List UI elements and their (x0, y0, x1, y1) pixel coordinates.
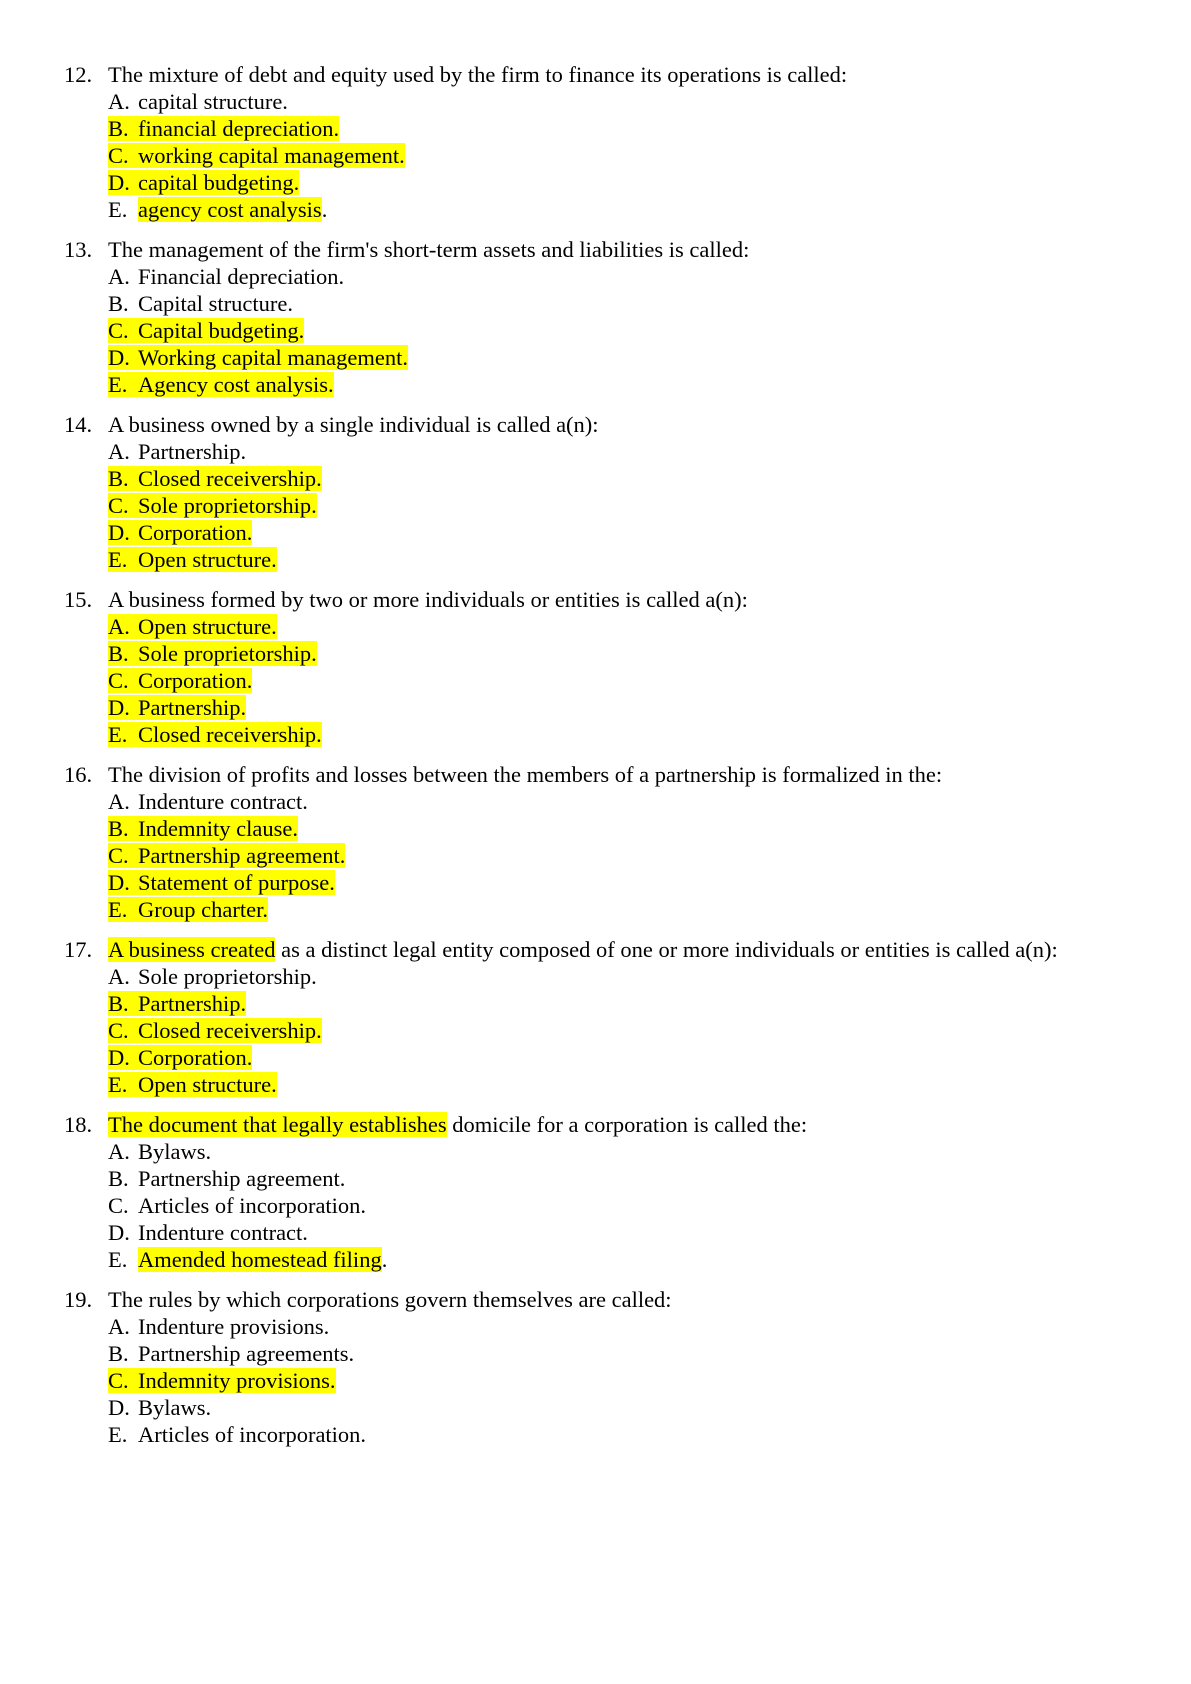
option-letter: B. (108, 1341, 129, 1366)
answer-option (108, 721, 1191, 748)
option-letter: E. (108, 1072, 128, 1097)
question-stem (108, 61, 1108, 88)
option-text-highlighted: Sole proprietorship. (138, 493, 317, 518)
option-letter: A. (108, 614, 130, 639)
highlighted-option (108, 870, 335, 895)
option-letter: D. (108, 345, 130, 370)
option-letter: D. (108, 520, 130, 545)
answer-option (108, 1165, 1191, 1192)
option-text-highlighted: Closed receivership. (138, 1018, 322, 1043)
option-text: . (321, 197, 328, 222)
answer-options (108, 613, 1191, 748)
highlighted-option (108, 843, 345, 868)
option-body (108, 1220, 138, 1245)
option-letter: C. (108, 1368, 129, 1393)
highlighted-option (108, 318, 304, 343)
answer-option (108, 963, 1191, 990)
highlighted-option (108, 641, 317, 666)
option-text: Indenture provisions. (138, 1314, 330, 1339)
option-body (108, 789, 138, 814)
question-stem (108, 936, 1108, 963)
option-text-highlighted: financial depreciation. (138, 116, 340, 141)
question-number: 12. (64, 62, 93, 87)
answer-option (108, 1138, 1191, 1165)
option-text-highlighted: agency cost analysis (138, 197, 322, 222)
option-letter: A. (108, 89, 130, 114)
option-letter: B. (108, 291, 129, 316)
option-body (108, 1193, 138, 1218)
answer-option (108, 438, 1191, 465)
option-letter: D. (108, 870, 130, 895)
answer-options (108, 438, 1191, 573)
highlighted-option (108, 722, 322, 747)
answer-option (108, 492, 1191, 519)
option-text-highlighted: Closed receivership. (138, 466, 322, 491)
question-12 (0, 61, 1191, 223)
answer-option (108, 263, 1191, 290)
option-letter: C. (108, 143, 129, 168)
option-body (108, 264, 138, 289)
option-body (108, 1341, 138, 1366)
answer-option (108, 788, 1191, 815)
option-text: Financial depreciation. (138, 264, 345, 289)
option-text-highlighted: Group charter. (138, 897, 268, 922)
answer-option (108, 115, 1191, 142)
highlighted-option (108, 372, 334, 397)
option-letter: A. (108, 964, 130, 989)
question-stem (108, 761, 1108, 788)
answer-option (108, 694, 1191, 721)
option-text-highlighted: Open structure. (138, 547, 277, 572)
question-number: 14. (64, 412, 93, 437)
answer-option (108, 519, 1191, 546)
stem-highlight: The document that legally establishes (108, 1112, 447, 1137)
answer-option (108, 465, 1191, 492)
answer-option (108, 1340, 1191, 1367)
option-letter: D. (108, 1045, 130, 1070)
option-text-highlighted: Indemnity clause. (138, 816, 298, 841)
question-stem (108, 236, 1108, 263)
stem-text: A business owned by a single individual is called a(n): (108, 412, 599, 437)
option-letter: B. (108, 641, 129, 666)
answer-options (108, 1138, 1191, 1273)
highlighted-option (108, 668, 252, 693)
option-text-highlighted: Capital budgeting. (138, 318, 305, 343)
option-letter: B. (108, 991, 129, 1016)
option-text-highlighted: Corporation. (138, 1045, 253, 1070)
option-text: capital structure. (138, 89, 288, 114)
answer-option (108, 990, 1191, 1017)
question-stem (108, 586, 1108, 613)
question-stem (108, 1286, 1108, 1313)
question-15 (0, 586, 1191, 748)
highlighted-option (108, 897, 268, 922)
answer-options (108, 88, 1191, 223)
answer-option (108, 196, 1191, 223)
highlighted-option (108, 466, 322, 491)
answer-option (108, 1219, 1191, 1246)
option-letter: E. (108, 1422, 128, 1447)
answer-option (108, 1071, 1191, 1098)
option-letter: B. (108, 466, 129, 491)
answer-options (108, 963, 1191, 1098)
highlighted-option (108, 1368, 336, 1393)
highlighted-option (108, 1072, 277, 1097)
option-text: Partnership agreements. (138, 1341, 355, 1366)
option-text-highlighted: Partnership. (138, 991, 247, 1016)
option-letter: C. (108, 493, 129, 518)
question-number: 15. (64, 587, 93, 612)
option-letter: E. (108, 722, 128, 747)
option-text-highlighted: working capital management. (138, 143, 405, 168)
option-letter: E. (108, 547, 128, 572)
option-text-highlighted: Partnership agreement. (138, 843, 346, 868)
question-19 (0, 1286, 1191, 1448)
highlighted-option (108, 345, 408, 370)
highlighted-option (108, 614, 277, 639)
answer-option (108, 371, 1191, 398)
option-letter: B. (108, 1166, 129, 1191)
question-list (0, 61, 1191, 1448)
option-text: Indenture contract. (138, 1220, 308, 1245)
option-body (108, 197, 322, 222)
question-stem (108, 411, 1108, 438)
answer-option (108, 290, 1191, 317)
option-letter: D. (108, 1220, 130, 1245)
option-body (108, 1247, 382, 1272)
answer-option (108, 169, 1191, 196)
option-letter: A. (108, 1314, 130, 1339)
question-18 (0, 1111, 1191, 1273)
option-text: Sole proprietorship. (138, 964, 317, 989)
answer-option (108, 869, 1191, 896)
option-letter: A. (108, 264, 130, 289)
option-text: . (381, 1247, 388, 1272)
answer-option (108, 640, 1191, 667)
option-text-highlighted: Sole proprietorship. (138, 641, 317, 666)
option-letter: D. (108, 695, 130, 720)
option-text: Indenture contract. (138, 789, 308, 814)
answer-option (108, 546, 1191, 573)
option-letter: C. (108, 843, 129, 868)
option-text-highlighted: Agency cost analysis. (138, 372, 334, 397)
stem-text: The rules by which corporations govern themselves are called: (108, 1287, 672, 1312)
option-letter: E. (108, 1247, 128, 1272)
option-letter: C. (108, 1193, 129, 1218)
stem-text: The mixture of debt and equity used by the firm to finance its operations is called: (108, 62, 848, 87)
stem-text: A business formed by two or more individuals or entities is called a(n): (108, 587, 748, 612)
answer-option (108, 344, 1191, 371)
option-text-highlighted: Corporation. (138, 520, 253, 545)
question-number: 17. (64, 937, 93, 962)
option-letter: E. (108, 897, 128, 922)
answer-option (108, 88, 1191, 115)
option-text: Partnership agreement. (138, 1166, 346, 1191)
option-text-highlighted: Closed receivership. (138, 722, 322, 747)
stem-highlight: A business created (108, 937, 276, 962)
highlighted-option (108, 493, 317, 518)
answer-options (108, 788, 1191, 923)
option-body (108, 1395, 138, 1420)
answer-option (108, 1246, 1191, 1273)
answer-option (108, 896, 1191, 923)
option-text: Articles of incorporation. (138, 1193, 367, 1218)
option-letter: B. (108, 816, 129, 841)
option-text: Articles of incorporation. (138, 1422, 367, 1447)
question-13 (0, 236, 1191, 398)
stem-text: The division of profits and losses between the members of a partnership is formalized in the: (108, 762, 943, 787)
option-body (108, 1422, 138, 1447)
highlighted-option (108, 816, 298, 841)
answer-option (108, 1192, 1191, 1219)
stem-text: domicile for a corporation is called the: (446, 1112, 808, 1137)
answer-option (108, 317, 1191, 344)
stem-text: as a distinct legal entity composed of one or more individuals or entities is called a(n): (275, 937, 1058, 962)
option-body (108, 89, 138, 114)
highlighted-option (108, 170, 299, 195)
answer-option (108, 842, 1191, 869)
highlighted-option (108, 143, 405, 168)
highlighted-option (108, 116, 339, 141)
option-letter: D. (108, 170, 130, 195)
highlighted-option (108, 695, 246, 720)
option-letter: A. (108, 789, 130, 814)
answer-option (108, 1367, 1191, 1394)
answer-option (108, 1421, 1191, 1448)
option-body (108, 1314, 138, 1339)
option-letter: C. (108, 318, 129, 343)
question-number: 16. (64, 762, 93, 787)
option-letter: E. (108, 372, 128, 397)
answer-options (108, 1313, 1191, 1448)
highlighted-option (108, 1018, 322, 1043)
option-letter: A. (108, 1139, 130, 1164)
option-text: Bylaws. (138, 1395, 212, 1420)
stem-text: The management of the firm's short-term assets and liabilities is called: (108, 237, 750, 262)
highlighted-option (108, 1045, 252, 1070)
option-letter: C. (108, 668, 129, 693)
option-letter: B. (108, 116, 129, 141)
option-text: Capital structure. (138, 291, 293, 316)
option-text-highlighted: Open structure. (138, 1072, 277, 1097)
option-text-highlighted: Statement of purpose. (138, 870, 335, 895)
question-14 (0, 411, 1191, 573)
highlighted-option (108, 520, 252, 545)
option-text-highlighted: Working capital management. (138, 345, 408, 370)
option-letter: A. (108, 439, 130, 464)
question-16 (0, 761, 1191, 923)
option-letter: D. (108, 1395, 130, 1420)
answer-option (108, 1017, 1191, 1044)
option-text-highlighted: Open structure. (138, 614, 277, 639)
answer-option (108, 815, 1191, 842)
option-body (108, 291, 138, 316)
answer-options (108, 263, 1191, 398)
question-number: 19. (64, 1287, 93, 1312)
answer-option (108, 613, 1191, 640)
option-body (108, 964, 138, 989)
answer-option (108, 1394, 1191, 1421)
option-text-highlighted: capital budgeting. (138, 170, 300, 195)
highlighted-option (108, 991, 246, 1016)
question-number: 13. (64, 237, 93, 262)
answer-option (108, 1313, 1191, 1340)
option-text-highlighted: Amended homestead filing (138, 1247, 382, 1272)
option-text: Partnership. (138, 439, 247, 464)
answer-option (108, 667, 1191, 694)
highlighted-option (108, 547, 277, 572)
option-letter: E. (108, 197, 128, 222)
option-text-highlighted: Partnership. (138, 695, 247, 720)
option-text-highlighted: Indemnity provisions. (138, 1368, 336, 1393)
question-number: 18. (64, 1112, 93, 1137)
option-body (108, 439, 138, 464)
option-body (108, 1139, 138, 1164)
question-17 (0, 936, 1191, 1098)
answer-option (108, 142, 1191, 169)
option-text: Bylaws. (138, 1139, 212, 1164)
option-letter: C. (108, 1018, 129, 1043)
option-body (108, 1166, 138, 1191)
question-stem (108, 1111, 1108, 1138)
option-text-highlighted: Corporation. (138, 668, 253, 693)
answer-option (108, 1044, 1191, 1071)
